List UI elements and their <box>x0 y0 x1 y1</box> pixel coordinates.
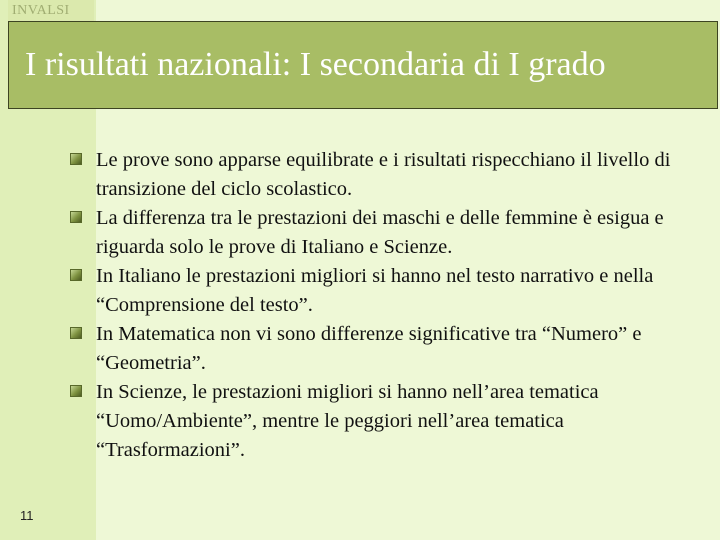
bullet-text: In Scienze, le prestazioni migliori si hanno nell’area tematica “Uomo/Ambiente”, mentre le peggiori nell’area tematica “Trasformazioni”. <box>96 381 599 461</box>
bullet-item <box>70 378 710 465</box>
invalsi-logo: INVALSI <box>8 0 94 21</box>
title-bar <box>8 21 718 109</box>
square-bullet-icon <box>70 211 82 223</box>
bullet-item <box>70 320 710 378</box>
bullet-list <box>70 146 710 465</box>
bullet-item <box>70 262 710 320</box>
page-number: 11 <box>20 508 34 523</box>
bullet-item <box>70 204 710 262</box>
square-bullet-icon <box>70 327 82 339</box>
square-bullet-icon <box>70 269 82 281</box>
square-bullet-icon <box>70 385 82 397</box>
square-bullet-icon <box>70 153 82 165</box>
slide-title: I risultati nazionali: I secondaria di I grado <box>25 46 606 83</box>
bullet-text: In Italiano le prestazioni migliori si hanno nel testo narrativo e nella “Comprensione del testo”. <box>96 265 654 316</box>
bullet-text: La differenza tra le prestazioni dei maschi e delle femmine è esigua e riguarda solo le prove di Italiano e Scienze. <box>96 207 664 258</box>
bullet-text: Le prove sono apparse equilibrate e i risultati rispecchiano il livello di transizione del ciclo scolastico. <box>96 149 671 200</box>
bullet-item <box>70 146 710 204</box>
bullet-text: In Matematica non vi sono differenze significative tra “Numero” e “Geometria”. <box>96 323 642 374</box>
